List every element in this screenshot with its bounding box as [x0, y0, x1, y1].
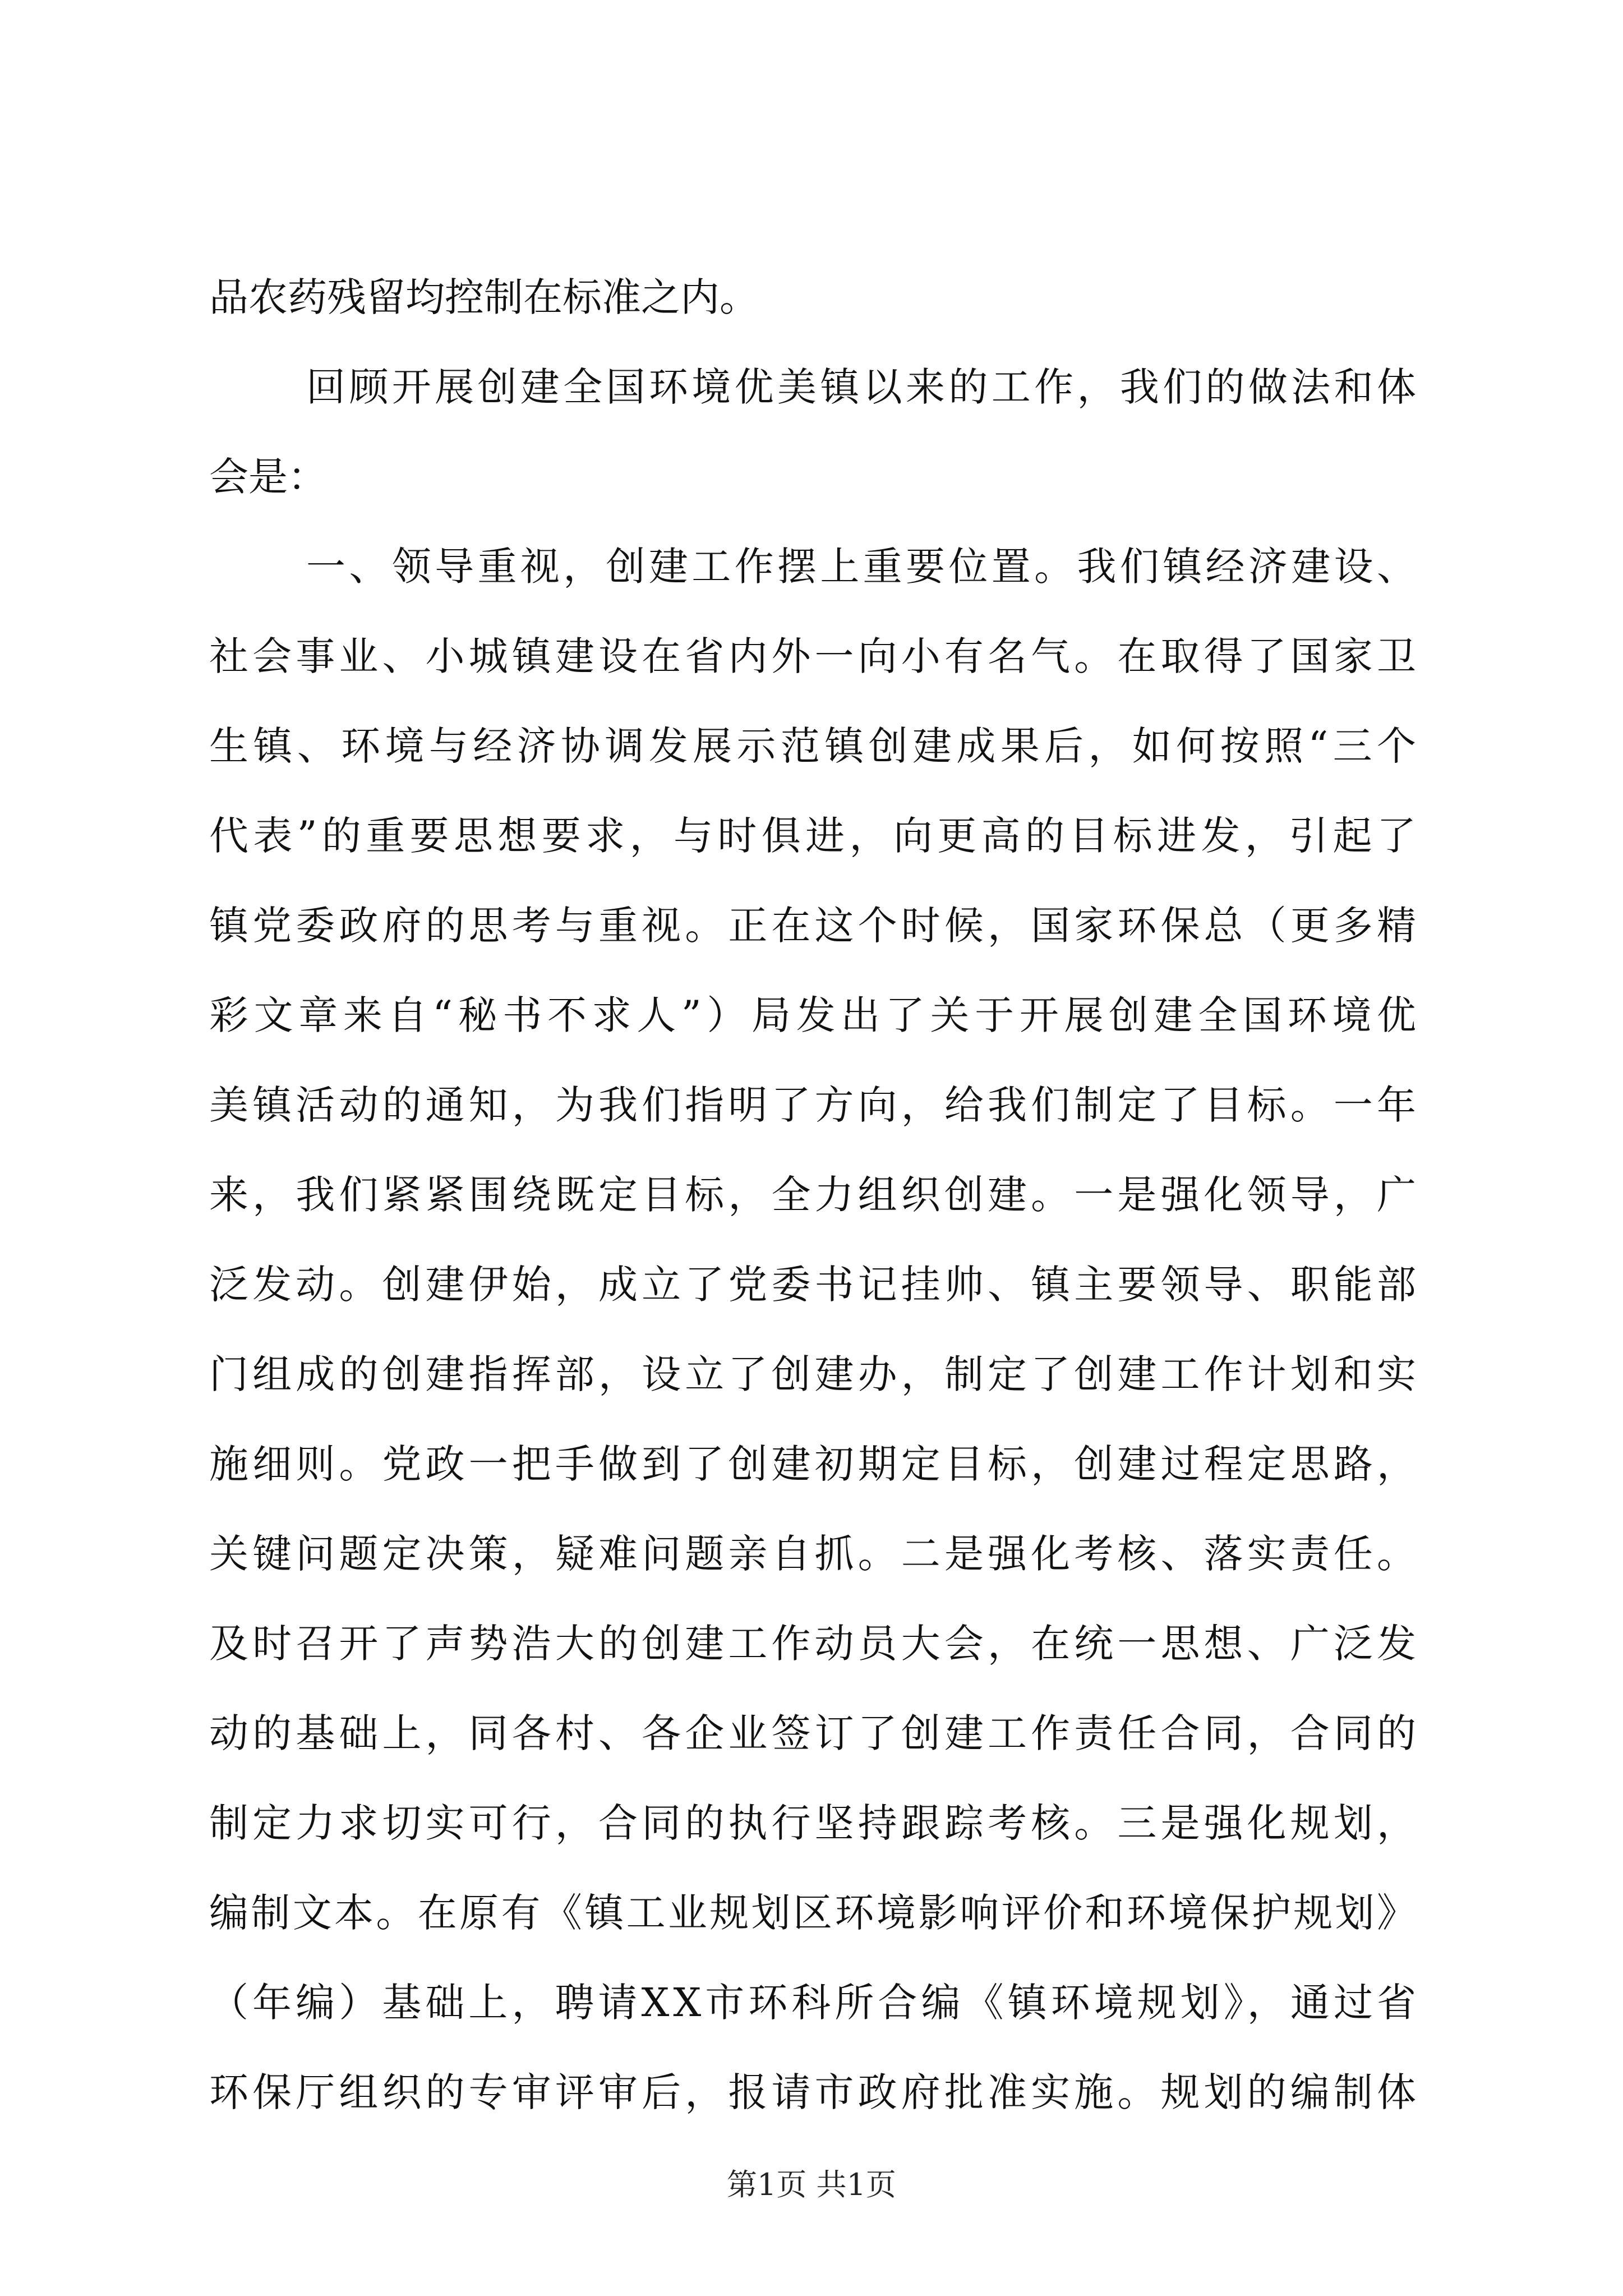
text-line — [0, 2064, 1623, 2120]
text-line-content: 动的基础上，同各村、各企业签订了创建工作责任合同，合同的 — [209, 1710, 1421, 1756]
text-line — [0, 898, 1623, 954]
text-line — [0, 539, 1623, 595]
text-line — [0, 808, 1623, 864]
text-line-content: 制定力求切实可行，合同的执行坚持跟踪考核。三是强化规划， — [209, 1800, 1421, 1846]
text-line — [0, 1346, 1623, 1402]
text-line-content: 代表”的重要思想要求，与时俱进，向更高的目标进发，引起了 — [209, 813, 1421, 859]
text-line — [0, 1436, 1623, 1492]
text-line — [0, 1257, 1623, 1313]
text-line-content: 一、领导重视，创建工作摆上重要位置。我们镇经济建设、 — [306, 544, 1420, 590]
text-line-content: 生镇、环境与经济协调发展示范镇创建成果后，如何按照“三个 — [209, 723, 1421, 769]
text-line-content: 环保厅组织的专审评审后，报请市政府批准实施。规划的编制体 — [209, 2069, 1421, 2115]
text-line — [0, 1616, 1623, 1672]
text-line — [0, 1795, 1623, 1851]
text-line-content: 施细则。党政一把手做到了创建初期定目标，创建过程定思路， — [209, 1441, 1421, 1487]
text-line — [0, 359, 1623, 415]
text-line-content: 镇党委政府的思考与重视。正在这个时候，国家环保总（更多精 — [209, 903, 1421, 949]
text-line-content: 会是： — [209, 454, 327, 500]
text-line-content: 来，我们紧紧围绕既定目标，全力组织创建。一是强化领导，广 — [209, 1172, 1421, 1218]
text-line — [0, 628, 1623, 684]
text-line-content: 及时召开了声势浩大的创建工作动员大会，在统一思想、广泛发 — [209, 1621, 1421, 1667]
text-line-content: 关键问题定决策，疑难问题亲自抓。二是强化考核、落实责任。 — [209, 1531, 1421, 1577]
text-line-content: 社会事业、小城镇建设在省内外一向小有名气。在取得了国家卫 — [209, 633, 1421, 679]
text-line — [0, 1077, 1623, 1133]
page-footer: 第1页 共1页 — [727, 2167, 896, 2202]
text-line-content: 品农药残留均控制在标准之内。 — [209, 274, 759, 320]
text-line-content: 彩文章来自“秘书不求人”）局发出了关于开展创建全国环境优 — [209, 992, 1422, 1038]
text-line — [0, 1167, 1623, 1223]
text-line — [0, 1526, 1623, 1582]
text-line — [0, 718, 1623, 774]
text-line — [0, 1705, 1623, 1761]
text-line-content: 美镇活动的通知，为我们指明了方向，给我们制定了目标。一年 — [209, 1082, 1421, 1128]
text-line — [0, 987, 1623, 1043]
text-line — [0, 269, 1623, 325]
text-line — [0, 449, 1623, 505]
text-line-content: 泛发动。创建伊始，成立了党委书记挂帅、镇主要领导、职能部 — [209, 1262, 1421, 1308]
text-line-content: 编制文本。在原有《镇工业规划区环境影响评价和环境保护规划》 — [209, 1890, 1419, 1936]
text-line-content: （年编）基础上，聘请XX市环科所合编《镇环境规划》，通过省 — [209, 1980, 1421, 2026]
text-line — [0, 1975, 1623, 2031]
text-line — [0, 1885, 1623, 1941]
text-line-content: 门组成的创建指挥部，设立了创建办，制定了创建工作计划和实 — [209, 1351, 1421, 1397]
text-line-content: 回顾开展创建全国环境优美镇以来的工作，我们的做法和体 — [306, 364, 1420, 410]
